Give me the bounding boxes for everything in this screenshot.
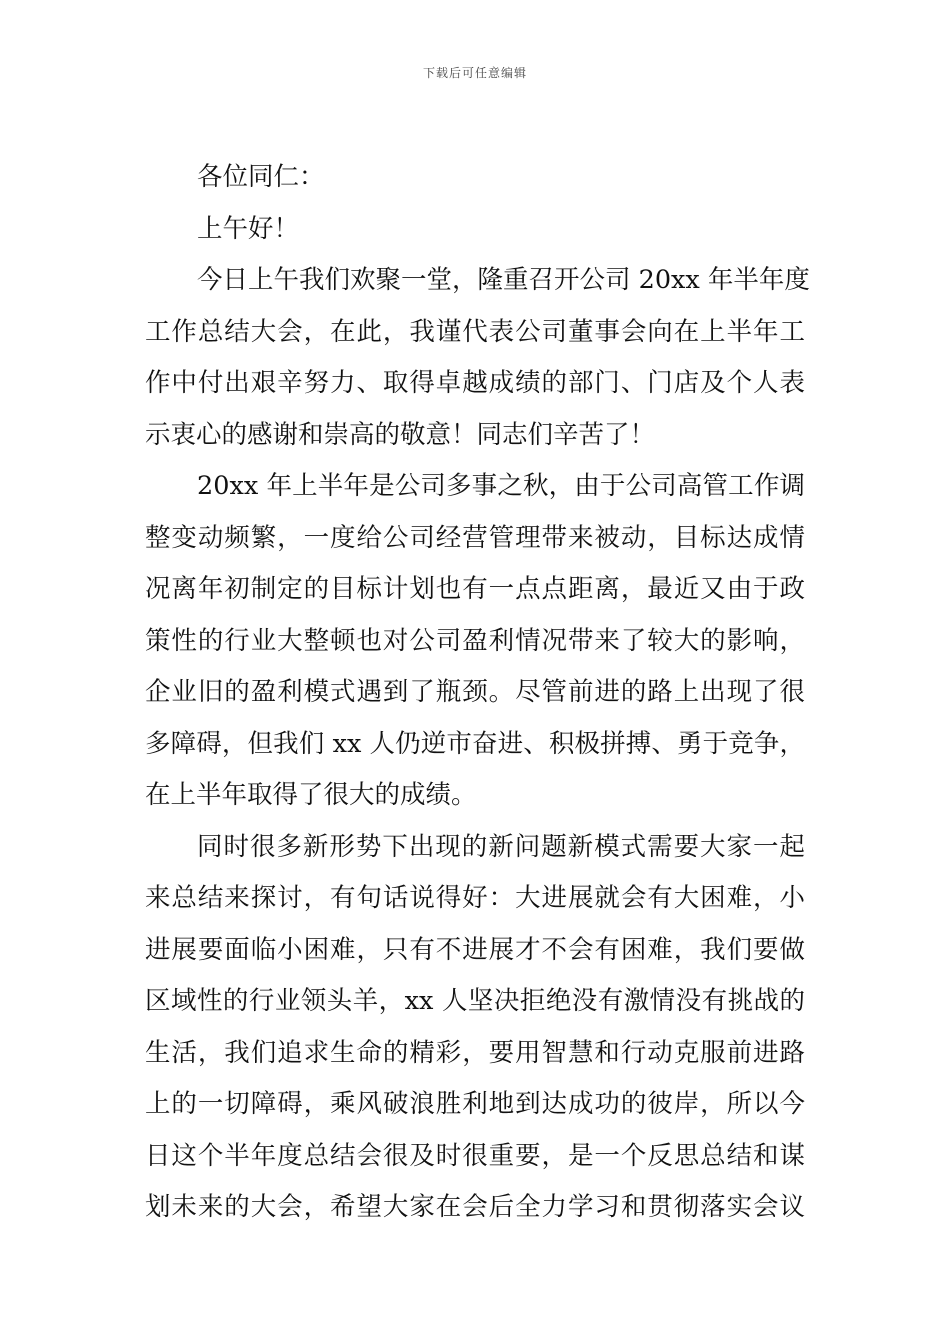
- text-line: 策性的行业大整顿也对公司盈利情况带来了较大的影响，: [145, 625, 805, 656]
- text-line: 多障碍，但我们 xx 人仍逆市奋进、积极拼搏、勇于竞争，: [145, 728, 805, 759]
- text-line: 区域性的行业领头羊，xx 人坚决拒绝没有激情没有挑战的: [145, 986, 805, 1016]
- text-line: 示衷心的感谢和崇高的敬意！同志们辛苦了！: [145, 419, 656, 450]
- text-line: 划未来的大会，希望大家在会后全力学习和贯彻落实会议: [145, 1192, 805, 1222]
- text-line: 上午好！: [197, 213, 300, 244]
- text-line: 今日上午我们欢聚一堂，隆重召开公司 20xx 年半年度: [197, 265, 810, 295]
- text-line: 在上半年取得了很大的成绩。: [145, 780, 477, 810]
- text-line: 来总结来探讨，有句话说得好：大进展就会有大困难，小: [145, 883, 805, 913]
- text-line: 生活，我们追求生命的精彩，要用智慧和行动克服前进路: [145, 1037, 805, 1068]
- text-line: 日这个半年度总结会很及时很重要，是一个反思总结和谋: [145, 1140, 805, 1171]
- page-header-note: 下载后可任意编辑: [422, 66, 527, 80]
- text-line: 20xx 年上半年是公司多事之秋，由于公司高管工作调: [197, 471, 805, 501]
- text-line: 作中付出艰辛努力、取得卓越成绩的部门、门店及个人表: [145, 368, 805, 398]
- text-line: 工作总结大会，在此，我谨代表公司董事会向在上半年工: [145, 316, 805, 347]
- text-line: 企业旧的盈利模式遇到了瓶颈。尽管前进的路上出现了很: [145, 677, 805, 707]
- text-line: 整变动频繁，一度给公司经营管理带来被动，目标达成情: [145, 522, 805, 553]
- text-line: 同时很多新形势下出现的新问题新模式需要大家一起: [197, 831, 805, 862]
- text-line: 各位同仁：: [197, 162, 325, 192]
- text-line: 上的一切障碍，乘风破浪胜利地到达成功的彼岸，所以今: [145, 1089, 805, 1119]
- text-line: 进展要面临小困难，只有不进展才不会有困难，我们要做: [145, 934, 805, 965]
- text-line: 况离年初制定的目标计划也有一点点距离，最近又由于政: [145, 574, 805, 604]
- document-body: [145, 152, 810, 1234]
